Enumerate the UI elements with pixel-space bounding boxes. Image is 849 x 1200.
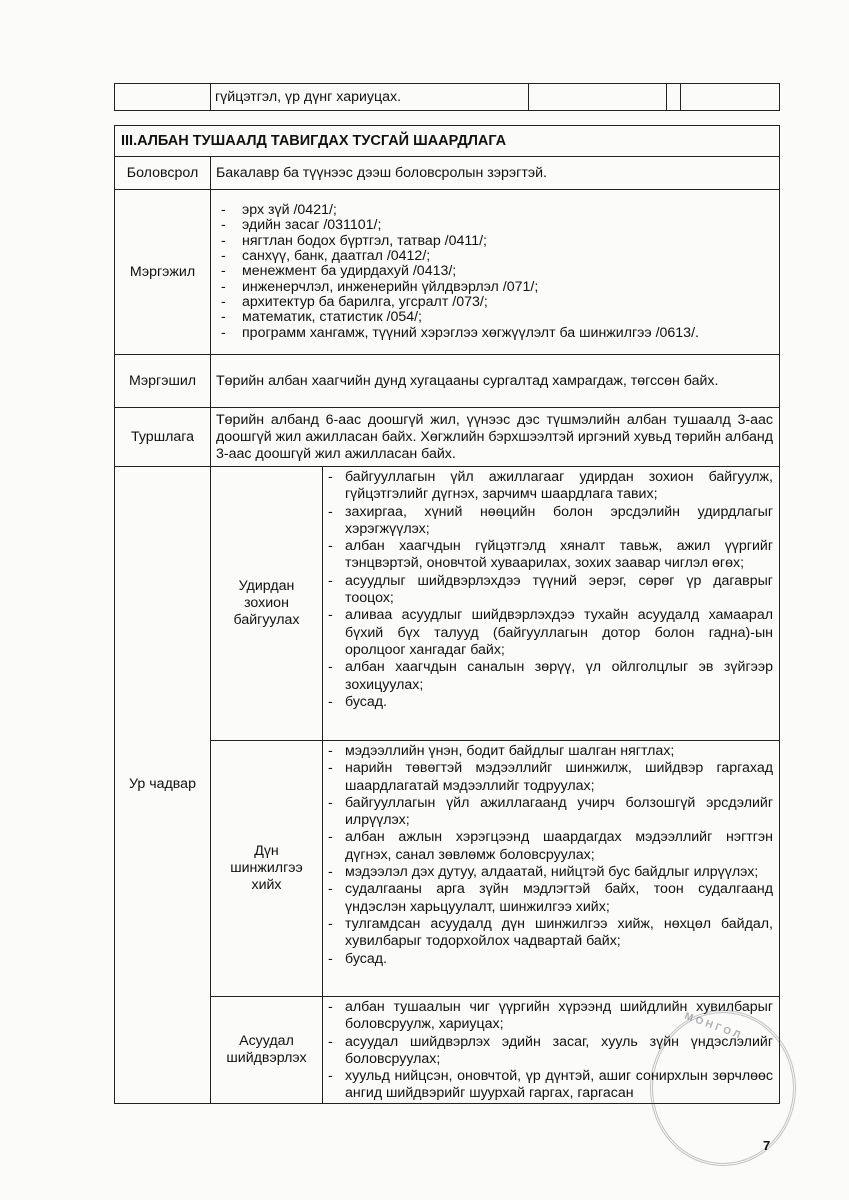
seal-text: МОНГОЛ [682,1010,745,1043]
skill-item: - мэдээлэл дэх дутуу, алдаатай, нийцтэй бус байдлыг илрүүлэх; [323,864,779,881]
skill-group-name: Асуудал шийдвэрлэх [211,997,323,1104]
specialty-item: - эдийн засаг /031101/; [211,218,779,233]
specialty-item: - менежмент ба удирдахуй /0413/; [211,264,779,279]
experience-value: Төрийн албанд 6-аас доошгүй жил, үүнээс дэс түшмэлийн албан тушаалд 3-аас доошгүй жил ажилласан байх. Хөгжлийн бэрхшээлтэй иргэний хувьд төрийн албанд 3-аас доошгүй жил ажилласан байх. [211,408,780,467]
specialty-list-cell [211,190,780,355]
specialty-item: - математик, статистик /054/; [211,310,779,325]
skill-item: - бусад. [323,951,779,968]
skill-item: - албан тушаалын чиг үүргийн хүрээнд шийдлийн хувилбарыг боловсруулж, хариуцах; [323,999,779,1034]
skill-item: - хуульд нийцсэн, оновчтой, үр дүнтэй, ашиг сонирхлын зөрчлөөс ангид шийдвэрийг шуурхай гаргах, гаргасан [323,1068,779,1103]
skill-group-name: Дүн шинжилгээ хийх [211,741,323,997]
specialty-item: - программ хангамж, түүний хэрэглээ хөгжүүлэлт ба шинжилгээ /0613/. [211,326,779,341]
education-label: Боловсрол [115,157,211,190]
skill-item: - байгууллагын үйл ажиллагаанд учирч болзошгүй эрсдэлийг илрүүлэх; [323,795,779,830]
qualification-value: Төрийн албан хаагчийн дунд хугацааны сургалтад хамрагдаж, төгссөн байх. [211,355,780,408]
skill-item: - судалгааны арга зүйн мэдлэгтэй байх, тоон судалгаанд үндэслэн харьцуулалт, шинжилгээ хийх; [323,881,779,916]
skill-item: - бусад. [323,694,779,711]
skill-group-items [323,467,780,741]
specialty-item: - архитектур ба барилга, угсралт /073/; [211,295,779,310]
skill-item: - асуудлыг шийдвэрлэхдээ түүний эерэг, сөрөг үр дагаврыг тооцох; [323,573,779,608]
specialty-item: - инженерчлэл, инженерийн үйлдвэрлэл /071/; [211,280,779,295]
specialty-list [211,203,779,341]
skill-item: - аливаа асуудлыг шийдвэрлэхдээ тухайн асуудалд хамаарал бүхий бүх талууд (байгууллагын дотор болон гадна)-ын оролцоог хангадаг байх; [323,607,779,659]
skill-item: - албан хаагчдын саналын зөрүү, үл ойлголцлыг эв зүйгээр зохицуулах; [323,659,779,694]
skill-item: - тулгамдсан асуудалд дүн шинжилгээ хийж, нөхцөл байдал, хувилбарыг тодорхойлох чадвартай байх; [323,916,779,951]
skill-item: - албан хаагчдын гүйцэтгэлд хяналт тавьж, ажил үүргийг тэнцвэртэй, оновчтой хуваарилах, зохих заавар чиглэл өгөх; [323,538,779,573]
experience-label: Туршлага [115,408,211,467]
qualification-label: Мэргэшил [115,355,211,408]
skill-group-items [323,741,780,997]
requirements-table [114,125,780,1104]
page-number: 7 [763,1138,771,1153]
skill-item: - байгууллагын үйл ажиллагааг удирдан зохион байгуулж, гүйцэтгэлийг дүгнэх, зарчимч шаардлага тавих; [323,469,779,504]
specialty-label: Мэргэжил [115,190,211,355]
skill-item: - албан ажлын хэрэгцээнд шаардагдах мэдээллийг нэгтгэн дүгнэх, санал зөвлөмж боловсруулах; [323,829,779,864]
skills-label: Ур чадвар [115,467,211,1104]
section-title: III.АЛБАН ТУШААЛД ТАВИГДАХ ТУСГАЙ ШААРДЛАГА [115,126,780,157]
specialty-item: - эрх зүй /0421/; [211,203,779,218]
specialty-item: - санхүү, банк, даатгал /0412/; [211,249,779,264]
skill-item: - мэдээллийн үнэн, бодит байдлыг шалган нягтлах; [323,743,779,760]
skill-item: - захиргаа, хүний нөөцийн болон эрсдэлийн удирдлагыг хэрэгжүүлэх; [323,504,779,539]
specialty-item: - нягтлан бодох бүртгэл, татвар /0411/; [211,234,779,249]
skill-item: - асуудал шийдвэрлэх эдийн засаг, хууль зүйн үндэслэлийг боловсруулах; [323,1034,779,1069]
skill-group-name: Удирдан зохион байгуулах [211,467,323,741]
education-value: Бакалавр ба түүнээс дээш боловсролын зэрэгтэй. [211,157,780,190]
continuation-table [114,83,780,111]
continuation-text: гүйцэтгэл, үр дүнг хариуцах. [211,84,529,111]
official-seal [650,1010,796,1166]
skill-item: - нарийн төвөгтэй мэдээллийг шинжилж, шийдвэр гаргахад шаардлагатай мэдээллийг тодруулах; [323,760,779,795]
